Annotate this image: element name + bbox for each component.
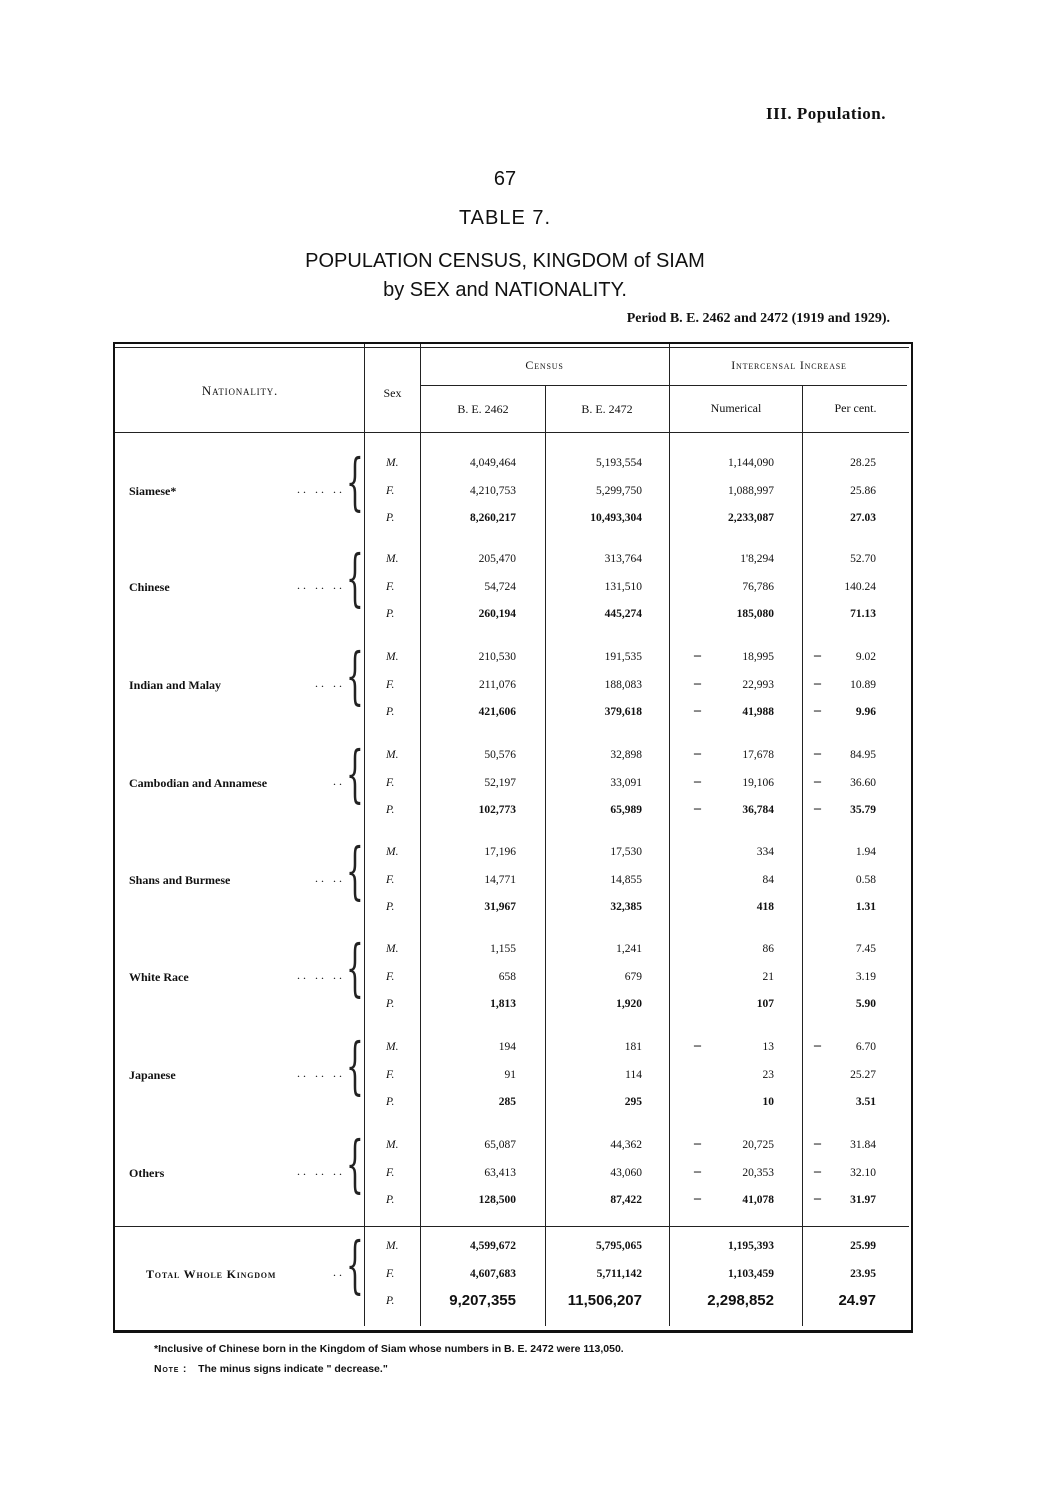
row-brace: { (346, 834, 364, 907)
census-1-header: B. E. 2462 (457, 402, 509, 416)
census-2472-cell: 14,855 (610, 873, 642, 886)
numerical-increase-cell: 20,725 (742, 1139, 774, 1151)
census-1962-cell: 17,196 (484, 846, 516, 858)
census-2472-cell: 379,618 (604, 706, 642, 718)
sex-cell: P. (386, 901, 395, 913)
leader-dots: .. .. .. (297, 481, 345, 496)
nationality-label: Others (129, 1165, 165, 1180)
census-2472-cell: 114 (625, 1068, 642, 1081)
percent-increase-cell: 84.95 (850, 749, 876, 761)
percent-increase-cell: 5.90 (855, 998, 876, 1010)
percent-header: Per cent. (834, 401, 877, 415)
percent-increase-cell: 1.94 (855, 846, 876, 858)
census-2472-cell: 313,764 (604, 553, 642, 565)
minus-sign: – (814, 746, 821, 761)
census-2472-cell: 32,898 (610, 749, 642, 761)
percent-increase-cell: 1.31 (855, 901, 876, 913)
table-label: TABLE 7. (458, 207, 552, 229)
numerical-increase-cell: 41,078 (742, 1194, 774, 1206)
percent-increase-cell: 28.25 (850, 457, 876, 469)
sex-cell: M. (386, 1240, 399, 1252)
minus-sign: – (814, 648, 821, 663)
sex-cell: F. (386, 1068, 395, 1081)
nationality-label: Chinese (129, 579, 170, 594)
percent-increase-cell: 3.19 (855, 970, 876, 983)
census-1962-cell: 128,500 (478, 1194, 516, 1206)
numerical-increase-cell: 1'8,294 (740, 553, 774, 565)
census-header: Census (525, 358, 564, 372)
sex-cell: P. (386, 1096, 395, 1108)
census-2472-cell: 5,193,554 (596, 457, 642, 469)
minus-sign: – (814, 1163, 821, 1179)
sex-cell: F. (386, 678, 395, 691)
nationality-header: Nationality. (201, 383, 279, 398)
minus-sign: – (694, 746, 701, 761)
minus-sign: – (694, 1136, 701, 1151)
percent-increase-cell: 35.79 (850, 804, 876, 816)
row-brace: { (346, 1029, 364, 1102)
leader-dots: .. .. .. (297, 1065, 345, 1080)
numerical-header: Numerical (710, 401, 762, 415)
total-label: Total Whole Kingdom (146, 1266, 277, 1281)
numerical-increase-cell: 17,678 (742, 749, 774, 761)
row-brace: { (346, 931, 364, 1004)
sex-cell: M. (386, 1139, 399, 1151)
leader-dots: .. .. (315, 870, 345, 885)
census-2472-cell: 65,989 (610, 804, 642, 816)
row-brace: { (346, 737, 364, 810)
sex-cell: P. (386, 1194, 395, 1206)
numerical-increase-cell: 107 (756, 998, 774, 1010)
numerical-increase-cell: 1,103,459 (728, 1267, 774, 1280)
sex-cell: F. (386, 1166, 395, 1179)
census-2472-cell: 445,274 (604, 608, 642, 620)
numerical-increase-cell: 36,784 (742, 804, 774, 816)
percent-increase-cell: 7.45 (855, 943, 876, 955)
census-1962-cell: 260,194 (478, 608, 516, 620)
minus-sign: – (694, 703, 701, 718)
census-1962-cell: 54,724 (484, 580, 516, 593)
minus-sign: – (694, 773, 701, 789)
numerical-increase-cell: 19,106 (742, 776, 774, 789)
percent-increase-cell: 71.13 (850, 608, 876, 620)
census-2472-cell: 32,385 (610, 901, 642, 913)
leader-dots: .. .. .. (297, 967, 345, 982)
sex-cell: F. (386, 776, 395, 789)
census-1962-cell: 65,087 (484, 1139, 516, 1151)
numerical-increase-cell: 13 (762, 1041, 774, 1053)
census-1962-cell: 4,607,683 (470, 1267, 516, 1280)
sex-cell: F. (386, 484, 395, 497)
sex-cell: P. (386, 998, 395, 1010)
census-1962-cell: 4,599,672 (470, 1240, 516, 1252)
census-2472-cell: 44,362 (610, 1139, 642, 1151)
sex-cell: P. (386, 804, 395, 816)
numerical-increase-cell: 2,298,852 (707, 1292, 774, 1309)
sex-cell: M. (386, 1041, 399, 1053)
sex-cell: M. (386, 553, 399, 565)
numerical-increase-cell: 41,988 (742, 706, 774, 718)
minus-sign: – (694, 648, 701, 663)
minus-sign: – (694, 1191, 701, 1206)
col-line-increase (669, 344, 670, 1326)
percent-increase-cell: 140.24 (844, 580, 876, 593)
sex-cell: F. (386, 580, 395, 593)
percent-increase-cell: 31.97 (850, 1194, 876, 1206)
census-1962-cell: 211,076 (479, 678, 516, 691)
percent-increase-cell: 23.95 (850, 1267, 876, 1280)
col-line-percent (802, 385, 803, 1326)
numerical-increase-cell: 2,233,087 (728, 512, 774, 524)
numerical-increase-cell: 1,144,090 (728, 457, 774, 469)
nationality-label: Shans and Burmese (129, 872, 231, 887)
sex-cell: M. (386, 651, 399, 663)
census-2472-cell: 5,711,142 (596, 1267, 642, 1280)
census-2472-cell: 1,241 (616, 943, 642, 955)
minus-sign: – (694, 675, 701, 691)
census-1962-cell: 1,813 (490, 998, 516, 1010)
table-title: POPULATION CENSUS, KINGDOM of SIAM (305, 250, 705, 272)
row-brace: { (346, 445, 364, 518)
census-1962-cell: 8,260,217 (470, 512, 516, 524)
sex-cell: F. (386, 970, 395, 983)
census-2472-cell: 131,510 (604, 580, 642, 593)
census-2-header: B. E. 2472 (581, 402, 633, 416)
census-1962-cell: 421,606 (478, 706, 516, 718)
minus-sign: – (814, 1136, 821, 1151)
census-2472-cell: 295 (624, 1096, 642, 1108)
census-1962-cell: 14,771 (484, 873, 516, 886)
col-line-census (545, 385, 546, 1326)
percent-increase-cell: 32.10 (850, 1166, 876, 1179)
sex-cell: P. (386, 1295, 395, 1307)
numerical-increase-cell: 84 (762, 873, 774, 886)
percent-increase-cell: 3.51 (855, 1096, 876, 1108)
census-2472-cell: 191,535 (604, 651, 642, 663)
header-top-rule (115, 347, 909, 348)
sex-header: Sex (383, 386, 402, 400)
section-heading: III. Population. (766, 104, 886, 123)
row-brace: { (346, 639, 364, 712)
numerical-increase-cell: 10 (762, 1096, 774, 1108)
row-brace: { (346, 541, 364, 614)
census-1962-cell: 1,155 (490, 943, 516, 955)
percent-increase-cell: 36.60 (850, 776, 876, 789)
census-1962-cell: 50,576 (484, 749, 516, 761)
minus-sign: – (694, 1163, 701, 1179)
census-1962-cell: 31,967 (484, 901, 516, 913)
footnote-note (154, 1363, 388, 1375)
percent-increase-cell: 27.03 (850, 512, 876, 524)
census-2472-cell: 17,530 (610, 846, 642, 858)
percent-increase-cell: 25.99 (850, 1240, 876, 1252)
census-1962-cell: 210,530 (478, 651, 516, 663)
nationality-label: Japanese (129, 1067, 176, 1082)
nationality-label: Cambodian and Annamese (129, 775, 268, 790)
census-1962-cell: 63,413 (484, 1166, 516, 1179)
census-1962-cell: 9,207,355 (449, 1292, 516, 1309)
census-1962-cell: 658 (498, 970, 516, 983)
numerical-increase-cell: 185,080 (736, 608, 774, 620)
census-2472-cell: 11,506,207 (567, 1292, 642, 1309)
numerical-increase-cell: 1,195,393 (728, 1240, 774, 1252)
numerical-increase-cell: 21 (762, 970, 774, 983)
period-caption: Period B. E. 2462 and 2472 (1919 and 1929). (626, 311, 890, 326)
census-1962-cell: 102,773 (478, 804, 516, 816)
numerical-increase-cell: 334 (756, 846, 774, 858)
row-brace: { (346, 1127, 364, 1200)
sex-cell: M. (386, 749, 399, 761)
col-line-sex (420, 344, 421, 1326)
census-2472-cell: 188,083 (604, 678, 642, 691)
sex-cell: F. (386, 1267, 395, 1280)
census-1962-cell: 4,049,464 (470, 457, 516, 469)
numerical-increase-cell: 20,353 (742, 1166, 774, 1179)
census-subheader-rule (420, 385, 907, 386)
note-text: The minus signs indicate " decrease." (198, 1363, 388, 1375)
census-2472-cell: 87,422 (610, 1194, 642, 1206)
numerical-increase-cell: 22,993 (742, 678, 774, 691)
census-1962-cell: 285 (498, 1096, 516, 1108)
nationality-label: Indian and Malay (129, 677, 222, 692)
percent-increase-cell: 25.86 (850, 484, 876, 497)
minus-sign: – (814, 1191, 821, 1206)
minus-sign: – (814, 703, 821, 718)
minus-sign: – (814, 1038, 821, 1053)
percent-increase-cell: 52.70 (850, 553, 876, 565)
census-1962-cell: 205,470 (478, 553, 516, 565)
numerical-increase-cell: 23 (762, 1068, 774, 1081)
numerical-increase-cell: 1,088,997 (728, 484, 774, 497)
census-1962-cell: 52,197 (484, 776, 516, 789)
percent-increase-cell: 9.96 (855, 706, 876, 718)
census-2472-cell: 33,091 (610, 776, 642, 789)
census-1962-cell: 194 (498, 1041, 516, 1053)
census-2472-cell: 5,795,065 (596, 1240, 642, 1252)
note-label: Note : (154, 1363, 188, 1375)
percent-increase-cell: 25.27 (850, 1068, 876, 1081)
sex-cell: M. (386, 457, 399, 469)
percent-increase-cell: 24.97 (838, 1292, 876, 1309)
leader-dots: .. .. .. (297, 577, 345, 592)
numerical-increase-cell: 86 (762, 943, 774, 955)
row-brace: { (346, 1228, 364, 1301)
total-separator-rule (115, 1226, 909, 1227)
nationality-label: White Race (129, 969, 189, 984)
sex-cell: M. (386, 943, 399, 955)
census-2472-cell: 43,060 (610, 1166, 642, 1179)
minus-sign: – (814, 801, 821, 816)
footnote-inclusive: *Inclusive of Chinese born in the Kingdom of Siam whose numbers in B. E. 2472 were 113,050. (154, 1343, 624, 1355)
census-2472-cell: 5,299,750 (596, 484, 642, 497)
numerical-increase-cell: 418 (756, 901, 774, 913)
page-number: 67 (493, 168, 517, 190)
nationality-label: Siamese* (129, 483, 177, 498)
percent-increase-cell: 0.58 (855, 873, 876, 886)
minus-sign: – (694, 1038, 701, 1053)
census-2472-cell: 679 (624, 970, 642, 983)
leader-dots: .. (333, 773, 345, 788)
percent-increase-cell: 9.02 (855, 651, 876, 663)
census-2472-cell: 10,493,304 (590, 512, 642, 524)
minus-sign: – (814, 773, 821, 789)
leader-dots: .. (333, 1264, 345, 1279)
census-2472-cell: 181 (624, 1041, 642, 1053)
percent-increase-cell: 31.84 (850, 1139, 876, 1151)
minus-sign: – (814, 675, 821, 691)
percent-increase-cell: 10.89 (850, 678, 876, 691)
minus-sign: – (694, 801, 701, 816)
sex-cell: P. (386, 706, 395, 718)
percent-increase-cell: 6.70 (855, 1041, 876, 1053)
numerical-increase-cell: 76,786 (742, 580, 774, 593)
table-subtitle: by SEX and NATIONALITY. (383, 279, 627, 301)
sex-cell: P. (386, 512, 395, 524)
sex-cell: M. (386, 846, 399, 858)
col-line-nationality (364, 344, 365, 1326)
leader-dots: .. .. (315, 675, 345, 690)
census-2472-cell: 1,920 (616, 998, 642, 1010)
leader-dots: .. .. .. (297, 1163, 345, 1178)
census-1962-cell: 4,210,753 (470, 484, 516, 497)
census-1962-cell: 91 (504, 1068, 516, 1081)
header-bottom-rule (115, 432, 909, 433)
sex-cell: F. (386, 873, 395, 886)
numerical-increase-cell: 18,995 (742, 651, 774, 663)
increase-header: Intercensal Increase (731, 358, 847, 372)
sex-cell: P. (386, 608, 395, 620)
